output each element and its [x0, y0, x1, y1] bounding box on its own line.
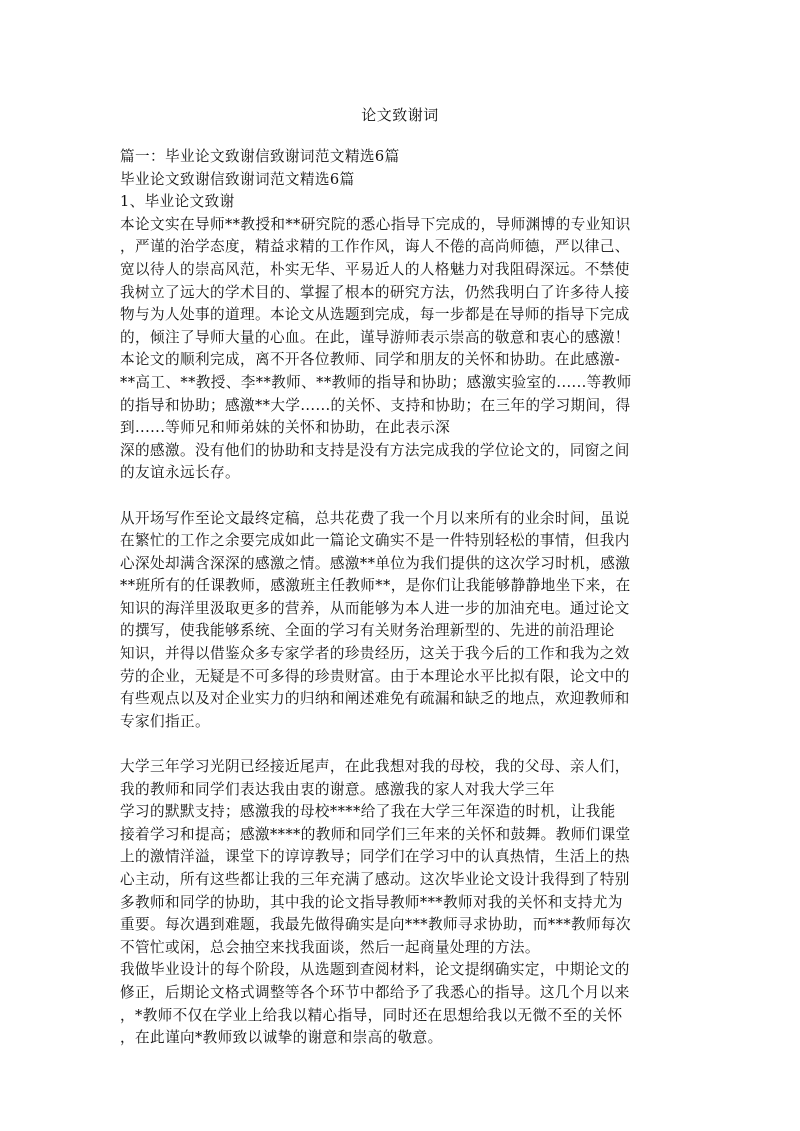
text-line: 到......等师兄和师弟妹的关怀和协助，在此表示深 — [120, 419, 451, 437]
text-line: ，严谨的治学态度，精益求精的工作作风，诲人不倦的高尚师德，严以律己、 — [120, 238, 630, 256]
document-title: 论文致谢词 — [361, 106, 439, 124]
paragraph-gap — [120, 733, 686, 756]
text-line: 的，倾注了导师大量的心血。在此，谨导游师表示崇高的敬意和衷心的感激！ — [120, 328, 630, 346]
text-line: 本论文实在导师**教授和**研究院的悉心指导下完成的，导师渊博的专业知识 — [120, 215, 631, 233]
text-line: 有些观点以及对企业实力的归纳和阐述难免有疏漏和缺乏的地点，欢迎教师和 — [120, 690, 630, 708]
text-line: **班所有的任课教师，感激班主任教师**，是你们让我能够静静地坐下来，在 — [120, 577, 631, 595]
text-line: 我做毕业设计的每个阶段，从选题到查阅材料，论文提纲确实定，中期论文的 — [120, 961, 630, 979]
text-line: 的友谊永远长存。 — [120, 464, 240, 482]
text-line: 重要。每次遇到难题，我最先做得确实是向***教师寻求协助，而***教师每次 — [120, 916, 631, 934]
text-line: 篇一：毕业论文致谢信致谢词范文精选6篇 — [120, 148, 400, 165]
text-line: 心深处却满含深深的感激之情。感激**单位为我们提供的这次学习时机，感激 — [120, 554, 631, 572]
text-line: **高工、**教授、李**教师、**教师的指导和协助；感激实验室的......等教师 — [120, 373, 632, 391]
text-line: 多教师和同学的协助，其中我的论文指导教师***教师对我的关怀和支持尤为 — [120, 893, 623, 911]
text-line: 毕业论文致谢信致谢词范文精选6篇 — [120, 170, 355, 188]
text-line: 不管忙或闲，总会抽空来找我面谈，然后一起商量处理的方法。 — [120, 938, 540, 956]
text-line: 1、毕业论文致谢 — [120, 193, 235, 211]
text-line: 深的感激。没有他们的协助和支持是没有方法完成我的学位论文的，同窗之间 — [120, 441, 630, 459]
text-line: ，在此谨向*教师致以诚挚的谢意和崇高的敬意。 — [120, 1029, 443, 1047]
paragraph-gap — [120, 485, 686, 508]
text-line: 劳的企业，无疑是不可多得的珍贵财富。由于本理论水平比拟有限，论文中的 — [120, 667, 630, 685]
text-line: 的撰写，使我能够系统、全面的学习有关财务治理新型的、先进的前沿理论 — [120, 622, 615, 640]
text-line: 专家们指正。 — [120, 712, 210, 730]
text-line: 接着学习和提高；感激****的教师和同学们三年来的关怀和鼓舞。教师们课堂 — [120, 825, 631, 843]
text-line: 宽以待人的崇高风范，朴实无华、平易近人的人格魅力对我阻碍深远。不禁使 — [120, 260, 630, 278]
text-line: 学习的默默支持；感激我的母校****给了我在大学三年深造的时机，让我能 — [120, 803, 616, 821]
document-body — [120, 146, 686, 1050]
text-line: 物与为人处事的道理。本论文从选题到完成，每一步都是在导师的指导下完成 — [120, 306, 630, 324]
text-line: 我树立了远大的学术目的、掌握了根本的研究方法，仍然我明白了许多待人接 — [120, 283, 630, 301]
text-line: 知识，并得以借鉴众多专家学者的珍贵经历，这关于我今后的工作和我为之效 — [120, 645, 630, 663]
text-line: 从开场写作至论文最终定稿，总共花费了我一个月以来所有的业余时间，虽说 — [120, 509, 630, 527]
text-line: 修正，后期论文格式调整等各个环节中都给予了我悉心的指导。这几个月以来 — [120, 983, 630, 1001]
text-line: ，*教师不仅在学业上给我以精心指导，同时还在思想给我以无微不至的关怀 — [120, 1006, 623, 1024]
text-line: 我的教师和同学们表达我由衷的谢意。感激我的家人对我大学三年 — [120, 780, 555, 798]
text-line: 上的激情洋溢，课堂下的谆谆教导；同学们在学习中的认真热情，生活上的热 — [120, 848, 630, 866]
text-line: 大学三年学习光阴已经接近尾声，在此我想对我的母校，我的父母、亲人们， — [120, 758, 630, 776]
text-line: 本论文的顺利完成，离不开各位教师、同学和朋友的关怀和协助。在此感激- — [120, 351, 621, 369]
text-line: 知识的海洋里汲取更多的营养，从而能够为本人进一步的加油充电。通过论文 — [120, 599, 630, 617]
text-line: 心主动，所有这些都让我的三年充满了感动。这次毕业论文设计我得到了特别 — [120, 871, 630, 888]
text-line: 在繁忙的工作之余要完成如此一篇论文确实不是一件特别轻松的事情，但我内 — [120, 532, 630, 550]
text-line: 的指导和协助；感激**大学......的关怀、支持和协助；在三年的学习期间，得 — [120, 396, 631, 414]
